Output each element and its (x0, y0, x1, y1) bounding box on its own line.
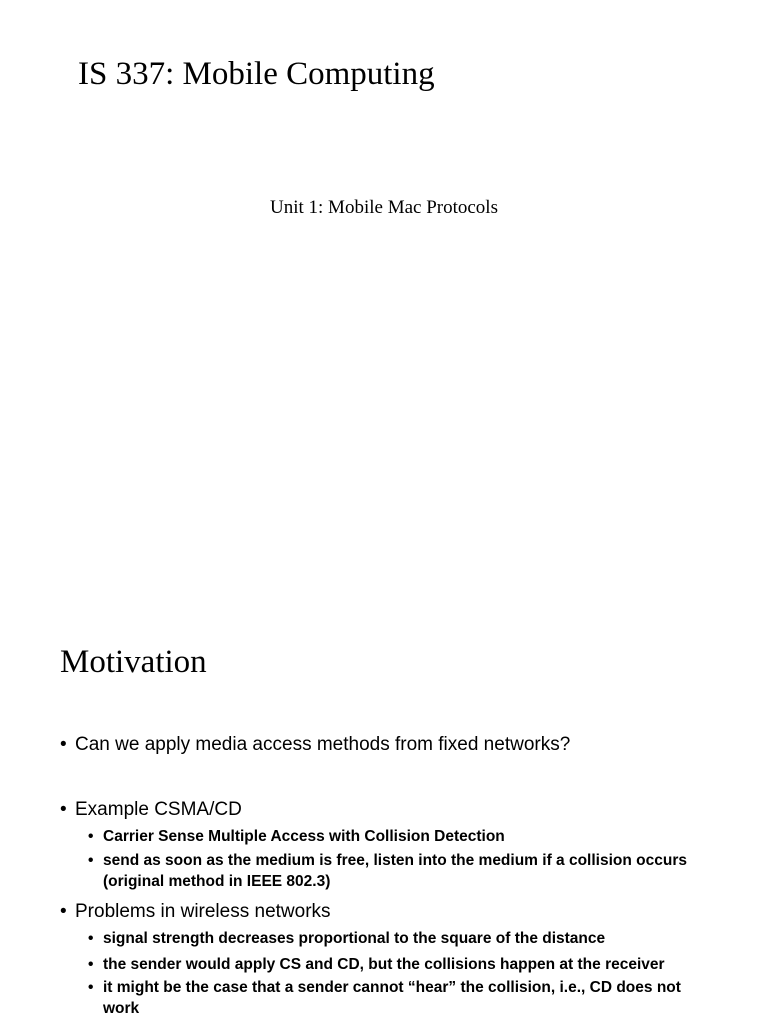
bullet-dot: • (60, 799, 67, 820)
bullet-dot: • (88, 956, 94, 973)
acronym-rest: ccess with (281, 828, 365, 845)
bullet-3-sub-2-text: the sender would apply CS and CD, but the collisions happen at the receiver (103, 956, 665, 973)
bullet-dot: • (88, 852, 94, 869)
bullet-1 (60, 733, 570, 757)
slide-1-title: IS 337: Mobile Computing (78, 56, 435, 92)
bullet-3-sub-1 (88, 928, 728, 949)
bullet-3 (60, 900, 331, 924)
bullet-dot: • (60, 901, 67, 922)
bullet-1-text: Can we apply media access methods from fixed networks? (75, 734, 571, 755)
acronym-letter: C (103, 828, 115, 845)
acronym-rest: ollision (375, 828, 435, 845)
bullet-dot: • (88, 979, 94, 996)
bullet-2-sub-1 (88, 826, 728, 847)
acronym-rest: ultiple (221, 828, 271, 845)
bullet-3-sub-3-text: it might be the case that a sender cannot “hear” the collision, i.e., CD does not work (103, 979, 681, 1017)
acronym-letter: A (270, 828, 282, 845)
acronym-letter: S (158, 828, 169, 845)
acronym-rest: etection (445, 828, 505, 845)
acronym-rest: ense (168, 828, 209, 845)
slide-2 (0, 600, 768, 1024)
bullet-2 (60, 798, 242, 822)
csma-cd-expansion (103, 826, 703, 847)
bullet-dot: • (88, 930, 94, 947)
acronym-letter: C (364, 828, 376, 845)
bullet-3-sub-3 (88, 977, 728, 1019)
acronym-letter: D (434, 828, 446, 845)
bullet-2-sub-2 (88, 850, 728, 892)
bullet-3-text: Problems in wireless networks (75, 901, 331, 922)
bullet-dot: • (88, 828, 94, 845)
bullet-2-text: Example CSMA/CD (75, 799, 242, 820)
bullet-dot: • (60, 734, 67, 755)
bullet-3-sub-1-text: signal strength decreases proportional to the square of the distance (103, 930, 606, 947)
acronym-rest: arrier (114, 828, 159, 845)
slide-2-title: Motivation (60, 644, 207, 680)
acronym-letter: M (208, 828, 222, 845)
slide-1-subtitle: Unit 1: Mobile Mac Protocols (270, 197, 498, 218)
bullet-3-sub-2 (88, 954, 728, 975)
bullet-2-sub-2-text: send as soon as the medium is free, listen into the medium if a collision occurs (original method in IEEE 802.3) (103, 852, 687, 890)
